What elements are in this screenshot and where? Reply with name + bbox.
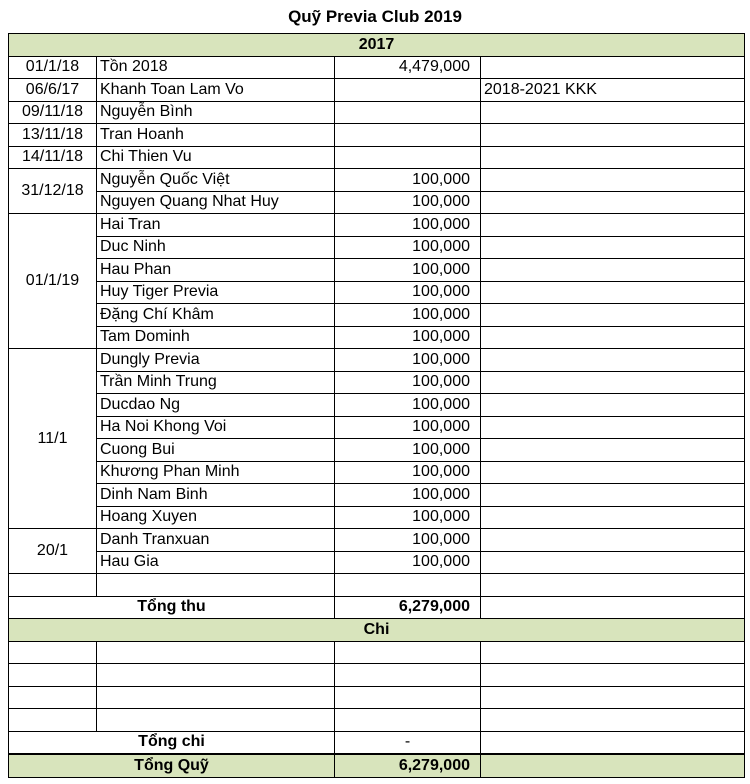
amount-cell: 100,000 <box>335 214 481 237</box>
amount-cell: 100,000 <box>335 416 481 439</box>
note-cell <box>481 484 745 507</box>
date-cell: 20/1 <box>9 529 97 574</box>
note-cell <box>481 596 745 619</box>
table-row <box>9 259 745 282</box>
amount-cell <box>335 146 481 169</box>
name-cell: Hau Gia <box>97 551 335 574</box>
sheet-title: Quỹ Previa Club 2019 <box>288 7 462 26</box>
empty-row <box>9 664 745 687</box>
amount-cell: 100,000 <box>335 529 481 552</box>
table-row <box>9 349 745 372</box>
table-row <box>9 146 745 169</box>
amount-cell: 100,000 <box>335 304 481 327</box>
empty-cell <box>97 664 335 687</box>
amount-cell: 100,000 <box>335 191 481 214</box>
name-cell: Dungly Previa <box>97 349 335 372</box>
empty-cell <box>481 664 745 687</box>
table-row <box>9 416 745 439</box>
amount-cell: 100,000 <box>335 326 481 349</box>
note-cell <box>481 349 745 372</box>
name-cell: Đặng Chí Khâm <box>97 304 335 327</box>
amount-cell: 100,000 <box>335 349 481 372</box>
name-cell: Nguyen Quang Nhat Huy <box>97 191 335 214</box>
section-header-income <box>9 34 745 57</box>
note-cell <box>481 506 745 529</box>
table-row <box>9 281 745 304</box>
date-cell: 09/11/18 <box>9 101 97 124</box>
empty-row <box>9 686 745 709</box>
amount-cell: 100,000 <box>335 281 481 304</box>
note-cell <box>481 416 745 439</box>
grand-total-amount: 6,279,000 <box>335 754 481 777</box>
empty-cell <box>481 709 745 732</box>
table-row <box>9 101 745 124</box>
empty-cell <box>9 641 97 664</box>
table-row <box>9 169 745 192</box>
note-cell <box>481 461 745 484</box>
amount-cell: 100,000 <box>335 461 481 484</box>
note-cell <box>481 394 745 417</box>
name-cell: Nguyễn Quốc Việt <box>97 169 335 192</box>
table-row <box>9 124 745 147</box>
amount-cell: 100,000 <box>335 439 481 462</box>
total-income-row <box>9 596 745 619</box>
empty-cell <box>481 641 745 664</box>
note-cell <box>481 146 745 169</box>
total-expense-label: Tổng chi <box>9 731 335 754</box>
name-cell: Duc Ninh <box>97 236 335 259</box>
note-cell: 2018-2021 KKK <box>481 79 745 102</box>
total-expense-row <box>9 731 745 754</box>
section-header-expense <box>9 619 745 642</box>
amount-cell: 4,479,000 <box>335 56 481 79</box>
amount-cell <box>335 124 481 147</box>
amount-cell <box>335 79 481 102</box>
note-cell <box>481 214 745 237</box>
amount-cell: 100,000 <box>335 259 481 282</box>
name-cell: Huy Tiger Previa <box>97 281 335 304</box>
table-row <box>9 371 745 394</box>
date-cell: 11/1 <box>9 349 97 529</box>
name-cell: Dinh Nam Binh <box>97 484 335 507</box>
note-cell <box>481 439 745 462</box>
name-cell: Trần Minh Trung <box>97 371 335 394</box>
section-title: 2017 <box>9 34 745 57</box>
amount-cell: 100,000 <box>335 236 481 259</box>
empty-cell <box>9 709 97 732</box>
amount-cell: 100,000 <box>335 371 481 394</box>
table-row <box>9 326 745 349</box>
date-cell: 13/11/18 <box>9 124 97 147</box>
name-cell: Chi Thien Vu <box>97 146 335 169</box>
table-row <box>9 304 745 327</box>
empty-cell <box>9 686 97 709</box>
name-cell: Cuong Bui <box>97 439 335 462</box>
table-row <box>9 236 745 259</box>
empty-row <box>9 574 745 597</box>
empty-cell <box>9 664 97 687</box>
empty-cell <box>335 664 481 687</box>
amount-cell: 100,000 <box>335 169 481 192</box>
amount-cell: 100,000 <box>335 551 481 574</box>
empty-cell <box>97 709 335 732</box>
name-cell: Nguyễn Bình <box>97 101 335 124</box>
name-cell: Khương Phan Minh <box>97 461 335 484</box>
empty-cell <box>97 686 335 709</box>
empty-cell <box>97 574 335 597</box>
grand-total-label: Tổng Quỹ <box>9 754 335 777</box>
section-title: Chi <box>9 619 745 642</box>
table-row <box>9 56 745 79</box>
note-cell <box>481 304 745 327</box>
note-cell <box>481 191 745 214</box>
note-cell <box>481 169 745 192</box>
note-cell <box>481 124 745 147</box>
empty-cell <box>335 709 481 732</box>
amount-cell: 100,000 <box>335 484 481 507</box>
date-cell: 31/12/18 <box>9 169 97 214</box>
name-cell: Ha Noi Khong Voi <box>97 416 335 439</box>
table-row <box>9 551 745 574</box>
name-cell: Ducdao Ng <box>97 394 335 417</box>
note-cell <box>481 326 745 349</box>
empty-cell <box>481 574 745 597</box>
table-row <box>9 506 745 529</box>
table-row <box>9 214 745 237</box>
table-row <box>9 529 745 552</box>
table-row <box>9 394 745 417</box>
name-cell: Hoang Xuyen <box>97 506 335 529</box>
table-row <box>9 79 745 102</box>
note-cell <box>481 754 745 777</box>
empty-cell <box>335 686 481 709</box>
amount-cell: 100,000 <box>335 394 481 417</box>
date-cell: 14/11/18 <box>9 146 97 169</box>
table-row <box>9 191 745 214</box>
note-cell <box>481 371 745 394</box>
empty-cell <box>481 686 745 709</box>
total-income-amount: 6,279,000 <box>335 596 481 619</box>
note-cell <box>481 56 745 79</box>
note-cell <box>481 101 745 124</box>
note-cell <box>481 236 745 259</box>
grand-total-row <box>9 754 745 777</box>
note-cell <box>481 551 745 574</box>
note-cell <box>481 529 745 552</box>
fund-ledger-table <box>8 33 745 778</box>
amount-cell: 100,000 <box>335 506 481 529</box>
note-cell <box>481 281 745 304</box>
name-cell: Tran Hoanh <box>97 124 335 147</box>
name-cell: Danh Tranxuan <box>97 529 335 552</box>
note-cell <box>481 731 745 754</box>
empty-cell <box>97 641 335 664</box>
date-cell: 01/1/18 <box>9 56 97 79</box>
table-row <box>9 484 745 507</box>
empty-cell <box>335 574 481 597</box>
name-cell: Hau Phan <box>97 259 335 282</box>
table-row <box>9 439 745 462</box>
amount-cell <box>335 101 481 124</box>
name-cell: Tam Dominh <box>97 326 335 349</box>
note-cell <box>481 259 745 282</box>
empty-cell <box>335 641 481 664</box>
empty-row <box>9 641 745 664</box>
date-cell: 06/6/17 <box>9 79 97 102</box>
name-cell: Tồn 2018 <box>97 56 335 79</box>
date-cell: 01/1/19 <box>9 214 97 349</box>
total-expense-amount: - <box>335 731 481 754</box>
empty-row <box>9 709 745 732</box>
name-cell: Khanh Toan Lam Vo <box>97 79 335 102</box>
table-row <box>9 461 745 484</box>
total-income-label: Tổng thu <box>9 596 335 619</box>
empty-cell <box>9 574 97 597</box>
name-cell: Hai Tran <box>97 214 335 237</box>
